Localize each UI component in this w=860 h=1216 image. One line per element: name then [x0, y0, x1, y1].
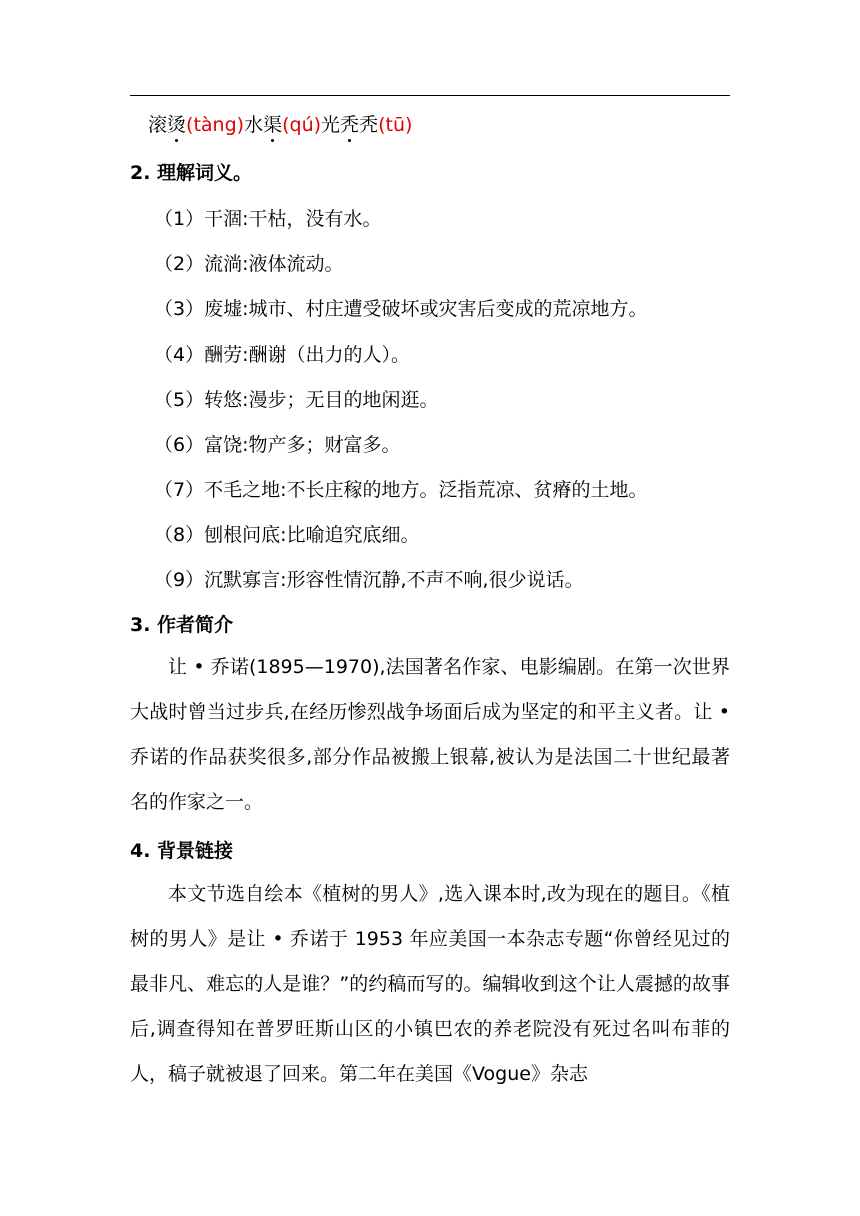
definition-item: （5）转悠:漫步；无目的地闲逛。	[154, 389, 439, 411]
section-4-heading: 4. 背景链接	[130, 840, 234, 862]
word-3-dotted-char: 秃	[340, 110, 359, 137]
word-3	[321, 114, 412, 136]
section-3-heading: 3. 作者简介	[130, 614, 234, 636]
definition-item: （1）干涸:干枯，没有水。	[154, 208, 382, 230]
word-1-char: 滚	[148, 114, 168, 136]
author-intro-paragraph: 让 • 乔诺(1895—1970),法国著名作家、电影编剧。在第一次世界大战时曾当过步兵,在经历惨烈战争场面后成为坚定的和平主义者。让 • 乔诺的作品获奖很多,部分作品被搬上银幕,被认为是法国二十世纪最著名的作家之一。	[130, 656, 730, 813]
header-rule	[130, 95, 730, 96]
definition-item: （8）刨根问底:比喻追究底细。	[154, 524, 420, 546]
definition-item: （2）流淌:液体流动。	[154, 253, 344, 275]
word-3-char-2: 秃	[359, 114, 379, 136]
word-2	[244, 114, 321, 136]
word-2-char: 水	[244, 114, 264, 136]
word-3-char: 光	[321, 114, 341, 136]
definition-item: （3）废墟:城市、村庄遭受破坏或灾害后变成的荒凉地方。	[154, 298, 648, 320]
definition-item: （4）酬劳:酬谢（出力的人）。	[154, 344, 410, 366]
definition-item: （9）沉默寡言:形容性情沉静,不声不响,很少说话。	[154, 569, 584, 591]
word-2-pinyin: (qú)	[282, 114, 322, 136]
pronunciation-line	[148, 110, 412, 137]
word-1-dotted-char: 烫	[167, 110, 186, 137]
word-1	[148, 114, 244, 136]
definition-item: （7）不毛之地:不长庄稼的地方。泛指荒凉、贫瘠的土地。	[154, 479, 648, 501]
word-2-dotted-char: 渠	[263, 110, 282, 137]
definition-item: （6）富饶:物产多；财富多。	[154, 434, 401, 456]
background-paragraph: 本文节选自绘本《植树的男人》,选入课本时,改为现在的题目。《植树的男人》是让 • 乔诺于 1953 年应美国一本杂志专题“你曾经见过的最非凡、难忘的人是谁？”的约稿而写的。编辑收到这个让人震撼的故事后,调查得知在普罗旺斯山区的小镇巴农的养老院没有死过名叫布菲的人，稿子就被退了回来。第二年在美国《Vogue》杂志	[130, 883, 730, 1085]
section-2-heading: 2. 理解词义。	[130, 162, 253, 184]
word-1-pinyin: (tàng)	[186, 114, 245, 136]
word-3-pinyin: (tū)	[378, 114, 413, 136]
